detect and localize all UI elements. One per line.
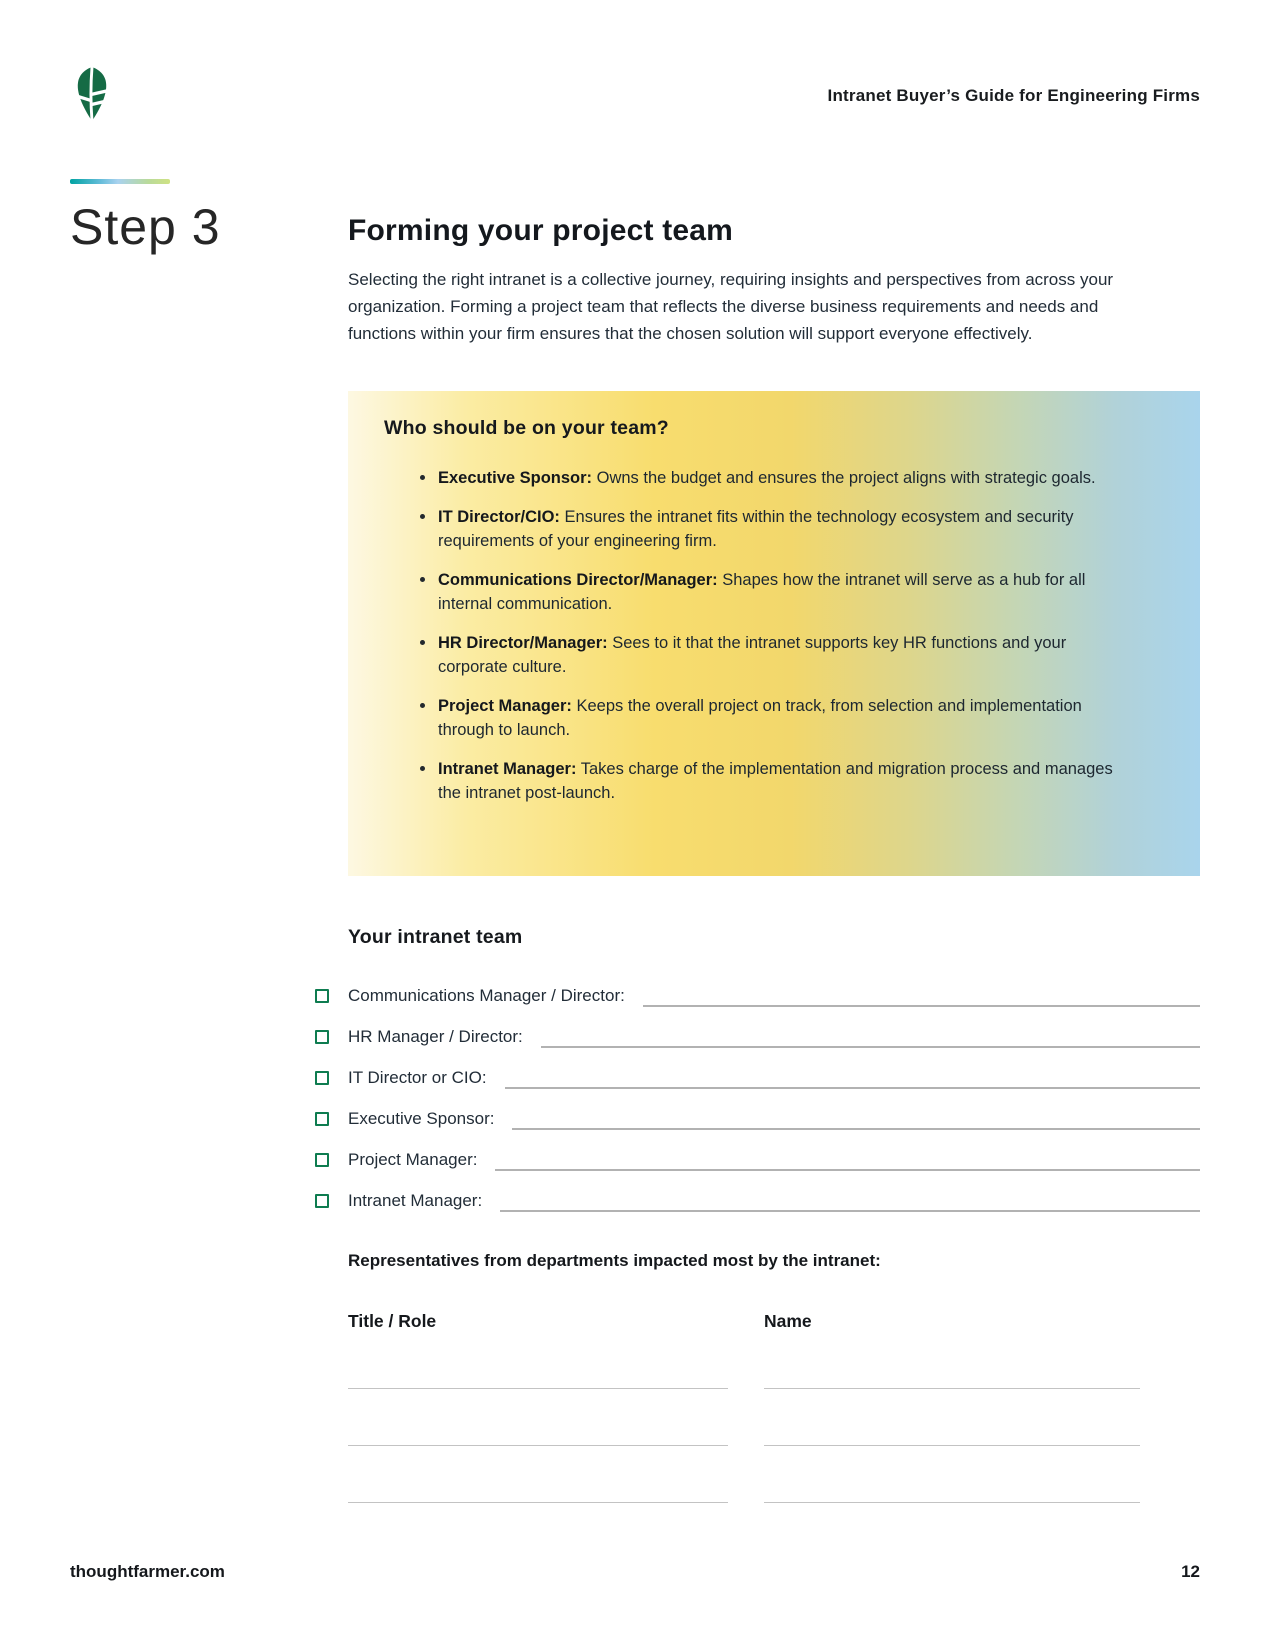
footer-page-number: 12	[1181, 1562, 1200, 1581]
checkbox-executive-sponsor[interactable]	[315, 1112, 329, 1126]
checkbox-intranet-manager[interactable]	[315, 1194, 329, 1208]
checklist-label: HR Manager / Director:	[348, 1026, 523, 1046]
intro-paragraph: Selecting the right intranet is a collective journey, requiring insights and perspectives from across your organization. Forming a project team that reflects the diverse business requirements and needs and functions within your firm ensures that the chosen solution will support everyone effectively.	[348, 270, 1114, 343]
role-name: Communications Director/Manager:	[438, 570, 718, 589]
list-item	[420, 757, 1140, 806]
list-item	[420, 694, 1140, 743]
your-intranet-team-heading: Your intranet team	[348, 926, 523, 948]
fill-in-line[interactable]	[643, 1005, 1200, 1007]
main-content	[348, 212, 1200, 1503]
role-name: Executive Sponsor:	[438, 469, 593, 487]
checklist-row	[315, 975, 1200, 1016]
bullet-icon	[420, 475, 425, 480]
role-description: Owns the budget and ensures the project aligns with strategic goals.	[592, 469, 1096, 487]
fill-in-line[interactable]	[764, 1332, 1140, 1389]
bullet-icon	[420, 514, 425, 519]
checklist-label: Communications Manager / Director:	[348, 985, 625, 1005]
list-item	[420, 631, 1140, 680]
step-label: Step 3	[70, 199, 221, 255]
role-description: Takes charge of the implementation and migration process and manages the intranet post-launch.	[438, 759, 1113, 802]
team-roles-list	[384, 466, 1140, 806]
fill-in-line[interactable]	[348, 1446, 728, 1503]
column-header-title-role: Title / Role	[348, 1311, 437, 1331]
role-description: Ensures the intranet fits within the technology ecosystem and security requirements of your engineering firm.	[438, 507, 1074, 550]
checklist-label: Executive Sponsor:	[348, 1108, 495, 1128]
callout-heading: Who should be on your team?	[384, 417, 669, 439]
list-item	[420, 568, 1140, 617]
column-header-name: Name	[764, 1311, 812, 1331]
representatives-heading: Representatives from departments impacted most by the intranet:	[348, 1251, 881, 1270]
who-should-be-on-team-callout	[348, 391, 1200, 876]
intranet-team-checklist	[315, 975, 1200, 1221]
bullet-icon	[420, 640, 425, 645]
fill-in-line[interactable]	[348, 1332, 728, 1389]
fill-in-line[interactable]	[512, 1128, 1200, 1130]
fill-in-line[interactable]	[541, 1046, 1200, 1048]
fill-in-line[interactable]	[348, 1389, 728, 1446]
bullet-icon	[420, 703, 425, 708]
checklist-row	[315, 1016, 1200, 1057]
checkbox-project-manager[interactable]	[315, 1153, 329, 1167]
checklist-row	[315, 1098, 1200, 1139]
checklist-label: Project Manager:	[348, 1149, 478, 1169]
checklist-label: Intranet Manager:	[348, 1190, 483, 1210]
fill-in-line[interactable]	[505, 1087, 1200, 1089]
role-name: IT Director/CIO:	[438, 507, 560, 526]
footer-site-url: thoughtfarmer.com	[70, 1562, 225, 1581]
representatives-table	[348, 1311, 1200, 1503]
role-name: Project Manager:	[438, 696, 572, 715]
bullet-icon	[420, 766, 425, 771]
role-name: Intranet Manager:	[438, 759, 577, 778]
fill-in-line[interactable]	[495, 1169, 1200, 1171]
checkbox-communications-manager[interactable]	[315, 989, 329, 1003]
gradient-rule	[70, 179, 170, 184]
fill-in-line[interactable]	[500, 1210, 1200, 1212]
fill-in-line[interactable]	[764, 1389, 1140, 1446]
bullet-icon	[420, 577, 425, 582]
checklist-row	[315, 1180, 1200, 1221]
document-title: Intranet Buyer’s Guide for Engineering Firms	[827, 86, 1200, 105]
checklist-row	[315, 1139, 1200, 1180]
role-name: HR Director/Manager:	[438, 633, 608, 652]
role-description: Keeps the overall project on track, from selection and implementation through to launch.	[438, 696, 1082, 739]
thoughtfarmer-leaf-logo-icon	[70, 66, 114, 122]
list-item	[420, 466, 1140, 491]
checklist-label: IT Director or CIO:	[348, 1067, 487, 1087]
checklist-row	[315, 1057, 1200, 1098]
step-block	[70, 179, 221, 256]
role-description: Shapes how the intranet will serve as a hub for all internal communication.	[438, 570, 1086, 613]
list-item	[420, 505, 1140, 554]
checkbox-hr-manager[interactable]	[315, 1030, 329, 1044]
page-title: Forming your project team	[348, 214, 734, 247]
role-description: Sees to it that the intranet supports key HR functions and your corporate culture.	[438, 633, 1067, 676]
fill-in-line[interactable]	[764, 1446, 1140, 1503]
checkbox-it-director[interactable]	[315, 1071, 329, 1085]
